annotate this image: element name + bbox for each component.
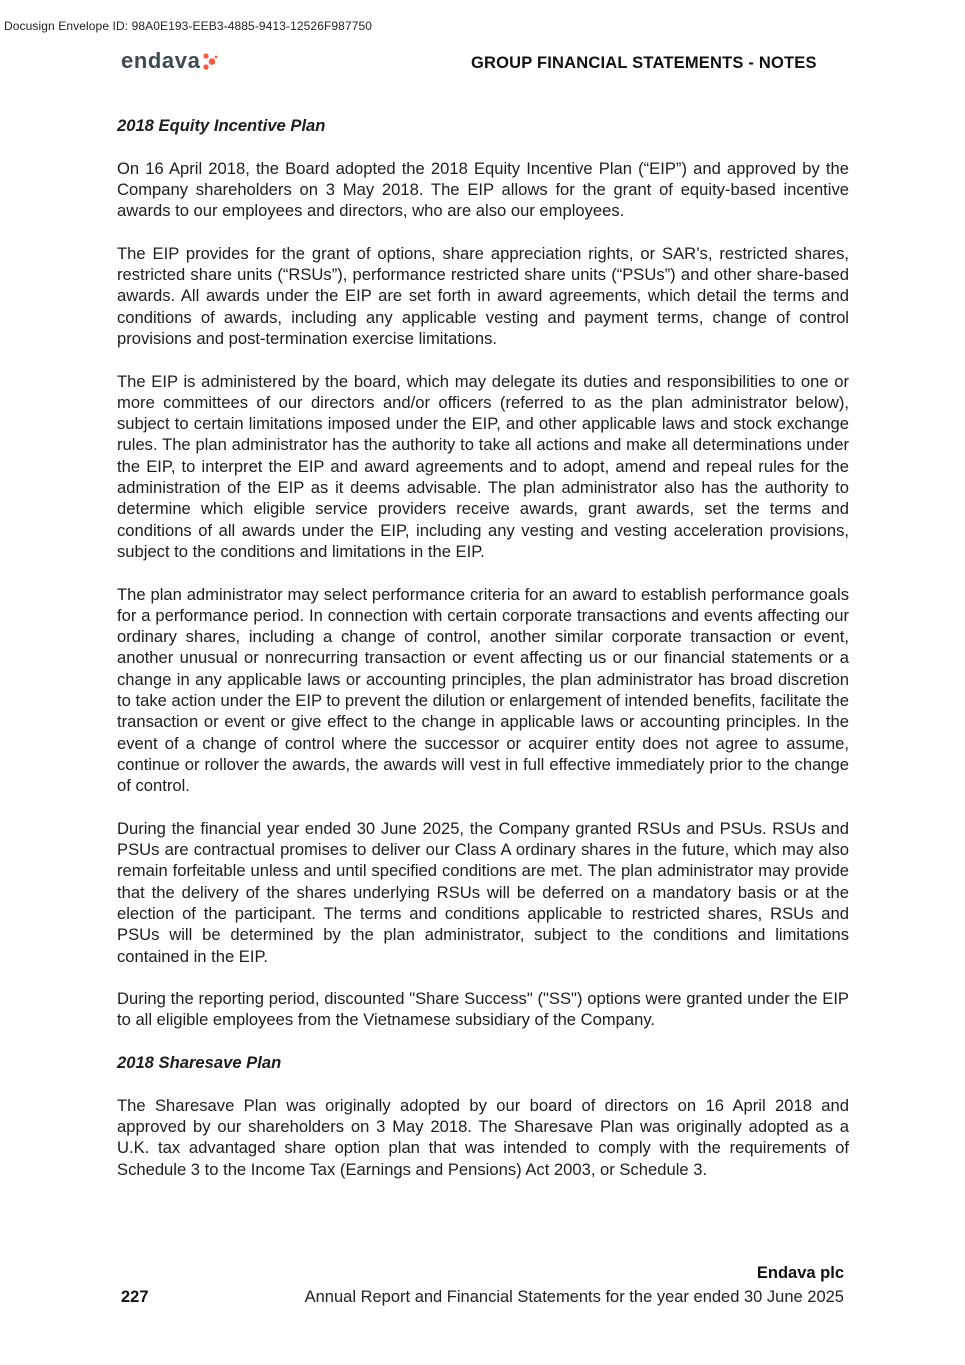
eip-paragraph-6: During the reporting period, discounted "Share Success" ("SS") options were granted under the EIP to all eligible employees from the Vietnamese subsidiary of the Company. bbox=[117, 989, 849, 1030]
sharesave-paragraph-1: The Sharesave Plan was originally adopted by our board of directors on 16 April 2018 and approved by our shareholders on 3 May 2018. The Sharesave Plan was originally adopted as a U.K. tax advantaged share option plan that was intended to comply with the requirements of Schedule 3 to the Income Tax (Earnings and Pensions) Act 2003, or Schedule 3. bbox=[117, 1095, 849, 1179]
eip-heading: 2018 Equity Incentive Plan bbox=[117, 116, 326, 135]
eip-paragraph-3: The EIP is administered by the board, which may delegate its duties and responsibilities to one or more committees of our directors and/or officers (referred to as the plan administrator below), subject to certain limitations imposed under the EIP, and other applicable laws and stock exchange rules. The plan administrator has the authority to take all actions and make all determinations under the EIP, to interpret the EIP and award agreements and to adopt, amend and repeal rules for the administration of the EIP as it deems advisable. The plan administrator also has the authority to determine which eligible service providers receive awards, grant awards, set the terms and conditions of all awards under the EIP, including any vesting and vesting acceleration provisions, subject to the conditions and limitations in the EIP. bbox=[117, 371, 849, 561]
eip-paragraph-1: On 16 April 2018, the Board adopted the 2018 Equity Incentive Plan (“EIP”) and approved by the Company shareholders on 3 May 2018. The EIP allows for the grant of equity-based incentive awards to our employees and directors, who are also our employees. bbox=[117, 158, 849, 221]
sharesave-heading: 2018 Sharesave Plan bbox=[117, 1053, 282, 1073]
docusign-envelope-id: Docusign Envelope ID: 98A0E193-EEB3-4885-9413-12526F987750 bbox=[4, 19, 373, 33]
eip-paragraph-5: During the financial year ended 30 June 2025, the Company granted RSUs and PSUs. RSUs and PSUs are contractual promises to deliver our Class A ordinary shares in the future, which may also remain forfeitable unless and until specified conditions are met. The plan administrator may provide that the delivery of the shares underlying RSUs will be deferred on a mandatory basis or at the election of the participant. The terms and conditions applicable to restricted shares, RSUs and PSUs will be determined by the plan administrator, subject to the conditions and limitations contained in the EIP. bbox=[117, 818, 849, 966]
logo-mark-icon bbox=[202, 52, 218, 72]
footer-company-name: Endava plc bbox=[756, 1264, 844, 1282]
page-header-title: GROUP FINANCIAL STATEMENTS - NOTES bbox=[471, 54, 817, 72]
footer-page-number: 227 bbox=[121, 1288, 149, 1306]
logo-wordmark: endava bbox=[121, 48, 201, 73]
eip-paragraph-2: The EIP provides for the grant of options, share appreciation rights, or SAR’s, restricted shares, restricted share units (“RSUs”), performance restricted share units (“PSUs”) and other share-based awards. All awards under the EIP are set forth in award agreements, which detail the terms and conditions of awards, including any applicable vesting and payment terms, change of control provisions and post-termination exercise limitations. bbox=[117, 243, 849, 348]
endava-logo bbox=[121, 50, 218, 72]
document-body bbox=[117, 115, 849, 1180]
footer-report-title: Annual Report and Financial Statements for the year ended 30 June 2025 bbox=[304, 1288, 844, 1306]
eip-paragraph-4: The plan administrator may select performance criteria for an award to establish performance goals for a performance period. In connection with certain corporate transactions and events affecting our ordinary shares, including a change of control, another similar corporate transaction or event, another unusual or nonrecurring transaction or event affecting us or our financial statements or a change in any applicable laws or accounting principles, the plan administrator has broad discretion to take action under the EIP to prevent the dilution or enlargement of intended benefits, facilitate the transaction or event or give effect to the change in applicable laws or accounting principles. In the event of a change of control where the successor or acquirer entity does not agree to assume, continue or rollover the awards, the awards will vest in full effective immediately prior to the change of control. bbox=[117, 584, 849, 796]
